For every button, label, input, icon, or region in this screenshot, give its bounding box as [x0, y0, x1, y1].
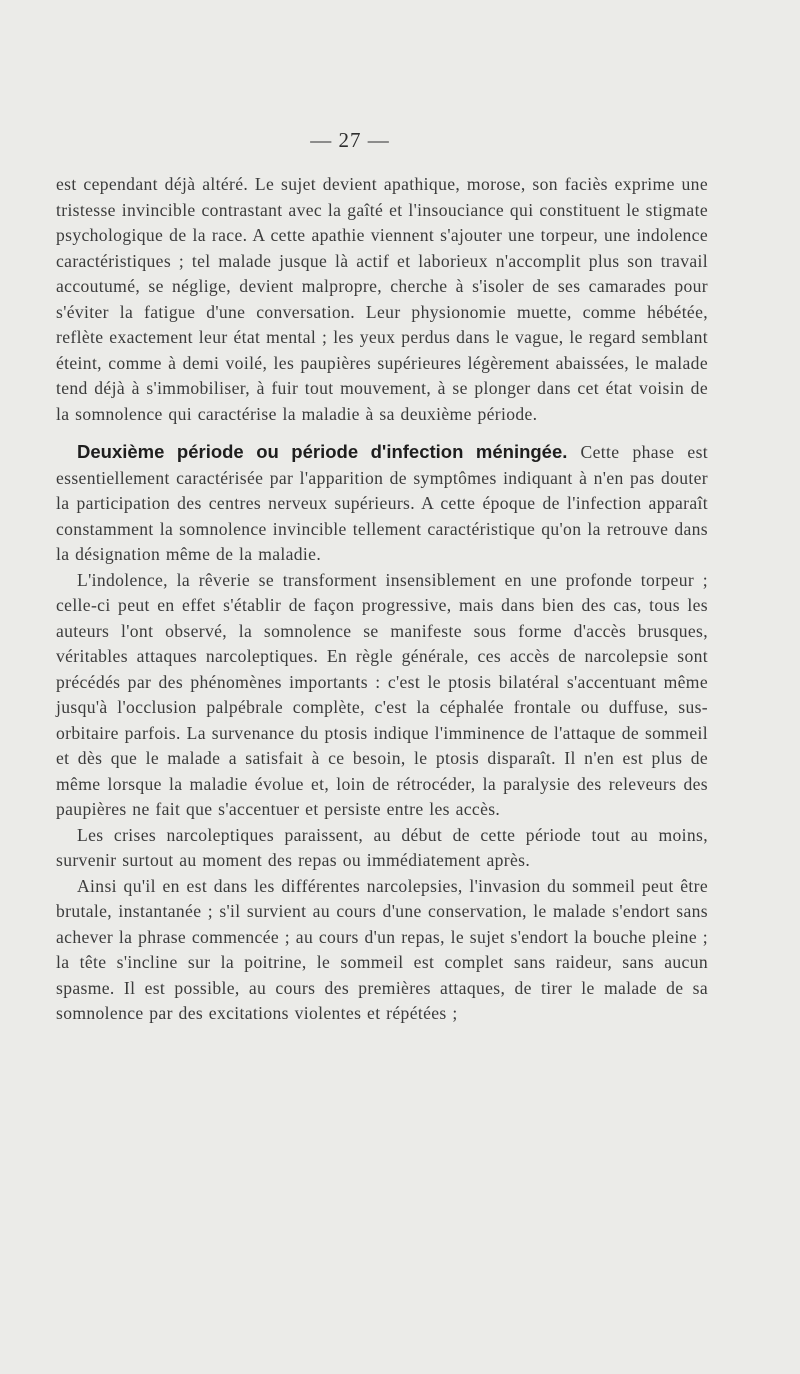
paragraph-second-period-text: Cette phase est essentiellement caractérisée par l'apparition de symptômes indiquant à n'en pas douter la participation des centres nerveux supérieurs. A cette époque de l'infection apparaît constamment la somnolence invincible tellement caractéristique qu'on la retrouve dans la désignation même de la maladie.: [56, 442, 708, 564]
paragraph-second-period: [56, 439, 708, 568]
paragraph-torpor: L'indolence, la rêverie se transforment insensiblement en une profonde torpeur ; celle-ci peut en effet s'établir de façon progressive, mais dans bien des cas, tous les auteurs l'ont observé, la somnolence se manifeste sous forme d'accès brusques, véritables attaques narcoleptiques. En règle générale, ces accès de narcolepsie sont précédés par des phénomènes importants : c'est le ptosis bilatéral s'accentuant même jusqu'à l'occlusion palpébrale complète, c'est la céphalée frontale ou duffuse, sus-orbitaire parfois. La survenance du ptosis indique l'imminence de l'attaque de sommeil et dès que le malade a satisfait à ce besoin, le ptosis disparaît. Il n'en est plus de même lorsque la maladie évolue et, loin de rétrocéder, la paralysie des releveurs des paupières ne fait que s'accentuer et persiste entre les accès.: [56, 569, 708, 819]
paragraph-narcoleptic-crises: Les crises narcoleptiques paraissent, au début de cette période tout au moins, survenir surtout au moment des repas ou immédiatement après.: [56, 824, 708, 870]
paragraph-apathy: est cependant déjà altéré. Le sujet devient apathique, morose, son faciès exprime une tristesse invincible contrastant avec la gaîté et l'insouciance qui constituent le stigmate psychologique de la race. A cette apathie viennent s'ajouter une torpeur, une indolence caractéristiques ; tel malade jusque là actif et laborieux n'accomplit plus son travail accoutumé, se néglige, devient malpropre, cherche à s'isoler de ses camarades pour s'éviter la fatigue d'une conversation. Leur physionomie muette, comme hébétée, reflète exactement leur état mental ; les yeux perdus dans le vague, le regard semblant éteint, comme à demi voilé, les paupières supérieures légèrement abaissées, le malade tend déjà à s'immobiliser, à fuir tout mouvement, à se plonger dans cet état voisin de la somnolence qui caractérise la maladie à sa deuxième période.: [56, 174, 708, 424]
body-text: [56, 172, 708, 1027]
section-heading: Deuxième période ou période d'infection méningée.: [77, 441, 568, 462]
paragraph-sleep-invasion: Ainsi qu'il en est dans les différentes narcolepsies, l'invasion du sommeil peut être brutale, instantanée ; s'il survient au cours d'une conservation, le malade s'endort sans achever la phrase commencée ; au cours d'un repas, le sujet s'endort la bouche pleine ; la tête s'incline sur la poitrine, le sommeil est complet sans raideur, sans aucun spasme. Il est possible, au cours des premières attaques, de tirer le malade de sa somnolence par des excitations violentes et répétées ;: [56, 875, 708, 1023]
page-number: — 27 —: [310, 128, 390, 152]
